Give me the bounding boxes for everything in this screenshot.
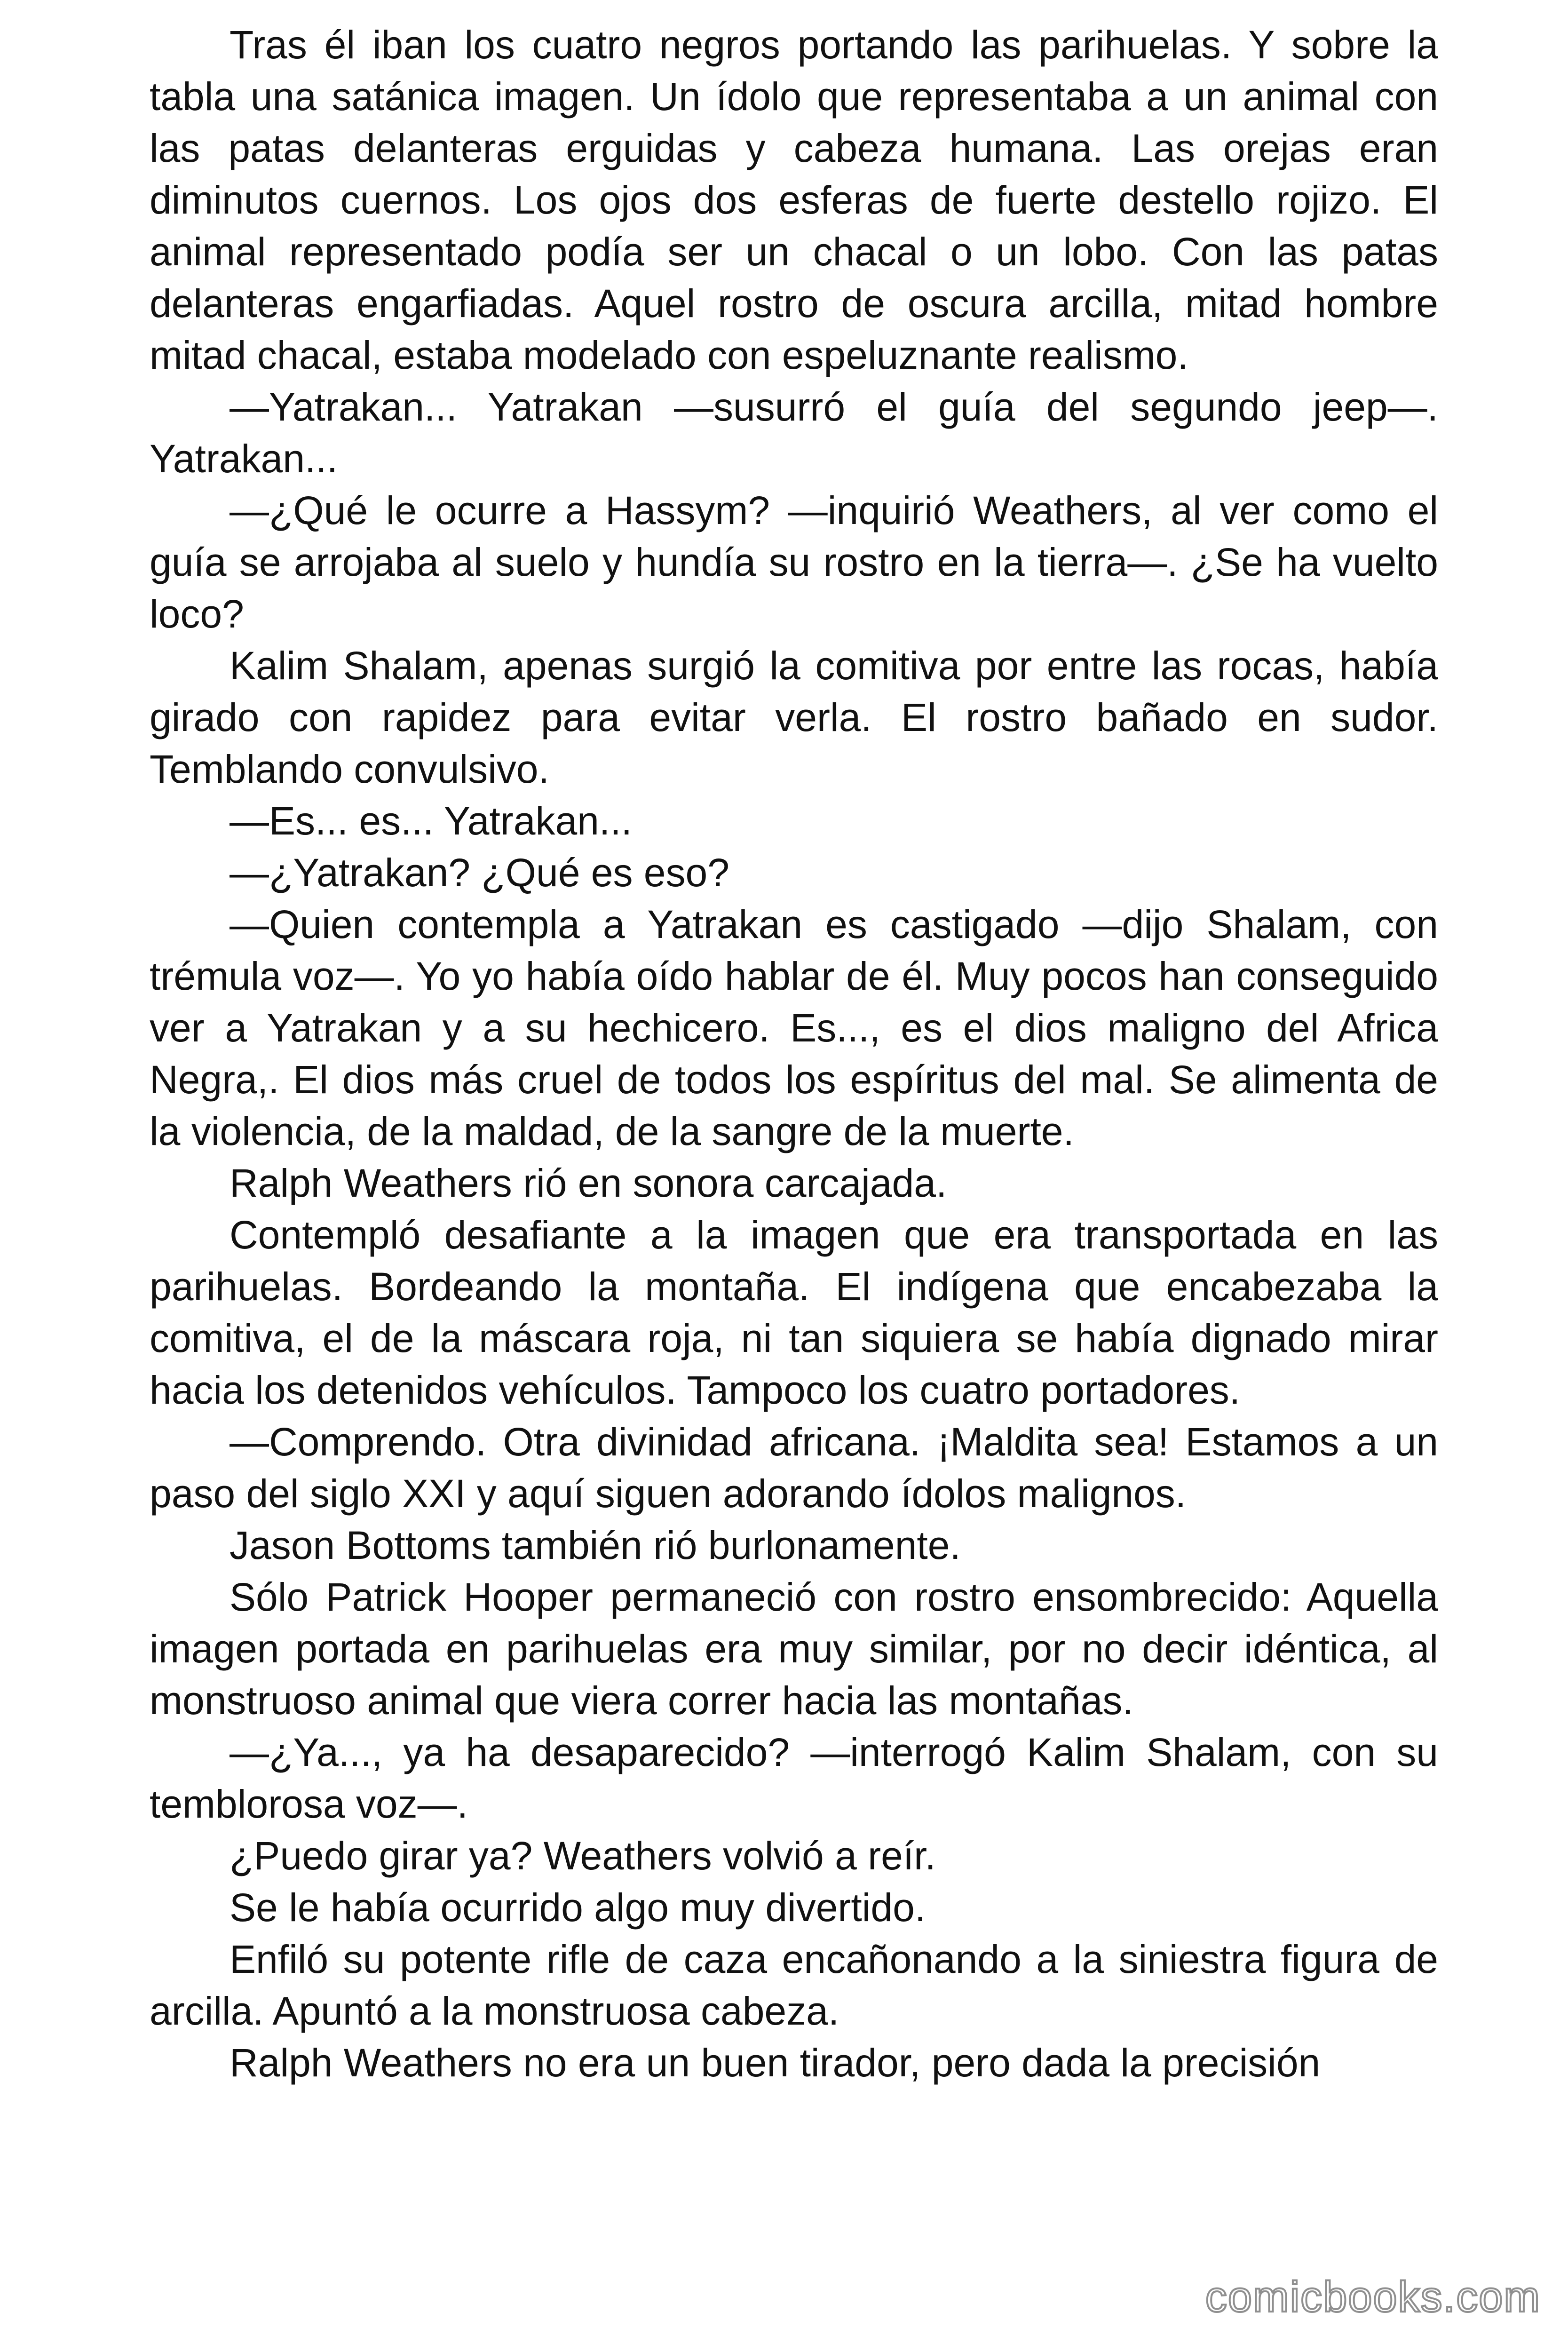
paragraph: —Quien contempla a Yatrakan es castigado —dijo Shalam, con trémula voz—. Yo yo había oído hablar de él. Muy pocos han conseguido ver a Yatrakan y a su hechicero. Es..., es el dios maligno del Africa Negra,. El dios más cruel de todos los espíritus del mal. Se alimenta de la violencia, de la maldad, de la sangre de la muerte. bbox=[150, 902, 1438, 1153]
paragraph: Ralph Weathers rió en sonora carcajada. bbox=[230, 1161, 947, 1205]
paragraph: ¿Puedo girar ya? Weathers volvió a reír. bbox=[230, 1834, 936, 1878]
paragraph: Tras él iban los cuatro negros portando las parihuelas. Y sobre la tabla una satánica imagen. Un ídolo que representaba a un animal con las patas delanteras erguidas y cabeza humana. Las orejas eran diminutos cuernos. Los ojos dos esferas de fuerte destello rojizo. El animal representado podía ser un chacal o un lobo. Con las patas delanteras engarfiadas. Aquel rostro de oscura arcilla, mitad hombre mitad chacal, estaba modelado con espeluznante realismo. bbox=[150, 23, 1438, 377]
paragraph: Jason Bottoms también rió burlonamente. bbox=[230, 1523, 961, 1567]
paragraph: —Es... es... Yatrakan... bbox=[230, 799, 632, 843]
paragraph: Contempló desafiante a la imagen que era transportada en las parihuelas. Bordeando la montaña. El indígena que encabezaba la comitiva, el de la máscara roja, ni tan siquiera se había dignado mirar hacia los detenidos vehículos. Tampoco los cuatro portadores. bbox=[150, 1213, 1438, 1412]
document-body bbox=[150, 19, 1438, 2089]
paragraph: Sólo Patrick Hooper permaneció con rostro ensombrecido: Aquella imagen portada en parihuelas era muy similar, por no decir idéntica, al monstruoso animal que viera correr hacia las montañas. bbox=[150, 1575, 1438, 1723]
paragraph: —¿Ya..., ya ha desaparecido? —interrogó Kalim Shalam, con su temblorosa voz—. bbox=[150, 1730, 1438, 1826]
paragraph: Se le había ocurrido algo muy divertido. bbox=[230, 1885, 926, 1930]
paragraph: Enfiló su potente rifle de caza encañonando a la siniestra figura de arcilla. Apuntó a la monstruosa cabeza. bbox=[150, 1937, 1438, 2033]
paragraph: —Yatrakan... Yatrakan —susurró el guía del segundo jeep—. Yatrakan... bbox=[150, 385, 1438, 481]
paragraph: —¿Qué le ocurre a Hassym? —inquirió Weathers, al ver como el guía se arrojaba al suelo y hundía su rostro en la tierra—. ¿Se ha vuelto loco? bbox=[150, 488, 1438, 636]
watermark: comicbooks.com bbox=[1205, 2273, 1541, 2321]
paragraph: —Comprendo. Otra divinidad africana. ¡Maldita sea! Estamos a un paso del siglo XXI y aquí siguen adorando ídolos malignos. bbox=[150, 1420, 1438, 1516]
paragraph: Ralph Weathers no era un buen tirador, pero dada la precisión bbox=[230, 2041, 1321, 2085]
paragraph: Kalim Shalam, apenas surgió la comitiva por entre las rocas, había girado con rapidez para evitar verla. El rostro bañado en sudor. Temblando convulsivo. bbox=[150, 644, 1438, 791]
paragraph: —¿Yatrakan? ¿Qué es eso? bbox=[230, 850, 729, 895]
